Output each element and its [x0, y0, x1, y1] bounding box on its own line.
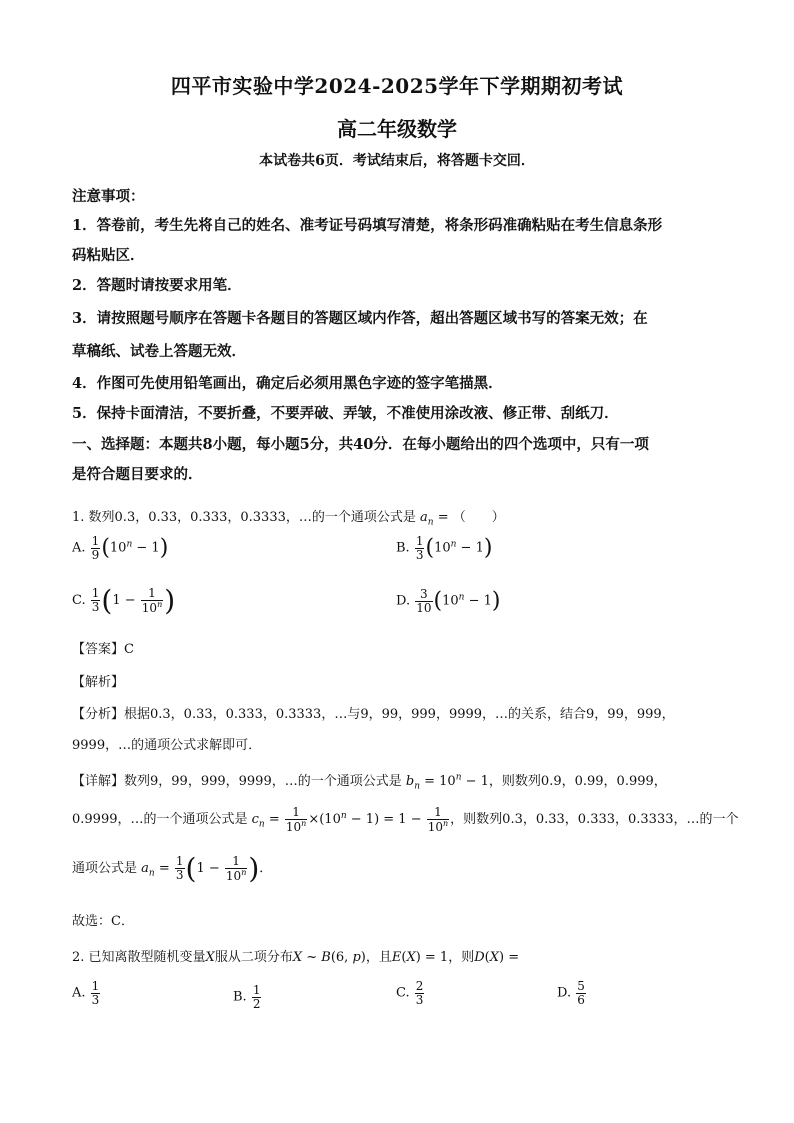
detail-text: 【详解】数列9，99，999，9999，…的一个通项公式是 — [72, 774, 402, 789]
detail-line-1: 【详解】数列9，99，999，9999，…的一个通项公式是 $b_n = 10^n - 1$，则数列0.9，0.99，0.999， — [72, 772, 667, 792]
notice-item: 2．答题时请按要求用笔． — [72, 277, 242, 294]
exam-subtitle: 高二年级数学 — [337, 117, 457, 141]
analysis-text: 9999，…的通项公式求解即可． — [72, 738, 262, 753]
fraction: $\frac{1}{10^n}$ — [285, 805, 307, 834]
detail-line-3: 通项公式是 $a_n$ = $\frac{1}{3}$ (1 − $\frac{1}{10^n}$ )． — [72, 852, 273, 885]
detail-text: 0.9999，…的一个通项公式是 — [72, 812, 248, 828]
detail-text: ，则数列0.9，0.99，0.999， — [488, 774, 667, 789]
q1-option-c: C. $\frac{1}{3}$ (1 − $\frac{1}{10^n}$ ) — [72, 584, 176, 617]
option-label: B. — [396, 540, 410, 556]
detail-text: 通项公式是 — [72, 861, 138, 876]
exam-note: 本试卷共6页．考试结束后，将答题卡交回． — [259, 153, 535, 169]
question-2-text: 服从二项分布 — [214, 950, 293, 965]
fraction: $\frac{1}{3}$ — [91, 979, 100, 1007]
q2-option-c — [396, 980, 425, 1006]
notice-item: 4．作图可先使用铅笔画出，确定后必须用黑色字迹的签字笔描黑． — [72, 375, 503, 392]
fraction: $\frac{1}{3}$ — [91, 586, 100, 614]
detail-line-2: 0.9999，…的一个通项公式是 $c_n$ = $\frac{1}{10^n}$ $\times(10^n - 1) = 1$ − $\frac{1}{10^n}$ ，则数列0.3，0.33，0.333，0.3333，…的一个 — [72, 805, 739, 834]
fraction: $\frac{5}{6}$ — [577, 979, 585, 1007]
fraction: $\frac{1}{10^n}$ — [225, 853, 247, 883]
section-heading: 是符合题目要求的． — [72, 466, 203, 483]
fraction: $\frac{2}{3}$ — [415, 979, 424, 1007]
fraction: $\frac{1}{10^n}$ — [141, 585, 163, 615]
notice-item: 3．请按照题号顺序在答题卡各题目的答题区域内作答，超出答题区域书写的答案无效；在 — [72, 310, 648, 327]
question-1-text: 1. 数列0.3，0.33，0.333，0.3333，…的一个通项公式是 — [72, 510, 416, 525]
notice-item: 草稿纸、试卷上答题无效． — [72, 343, 246, 360]
notice-item: 1．答卷前，考生先将自己的姓名、准考证号码填写清楚，将条形码准确粘贴在考生信息条形 — [72, 217, 663, 234]
fraction: $\frac{1}{2}$ — [252, 983, 261, 1011]
fraction: $\frac{1}{9}$ — [91, 534, 100, 562]
option-label: A. — [72, 985, 86, 1001]
option-label: C. — [396, 985, 410, 1001]
q1-option-b: B. $\frac{1}{3}$ $(10^n - 1)$ — [396, 534, 493, 562]
analysis-text: 【分析】根据0.3，0.33，0.333，0.3333，…与9，99，999，9999，…的关系，结合9，99，999， — [72, 707, 675, 722]
fraction: $\frac{1}{3}$ — [415, 534, 424, 562]
answer-line: 【答案】C — [72, 642, 134, 657]
question-2-text: ，且 — [365, 950, 392, 965]
question-1-stem: 1. 数列0.3，0.33，0.333，0.3333，…的一个通项公式是 $a_n$ = （ ） — [72, 510, 505, 528]
section-heading: 一、选择题：本题共8小题，每小题5分，共40分．在每小题给出的四个选项中，只有一项 — [72, 436, 649, 453]
option-label: A. — [72, 540, 86, 556]
option-label: D. — [396, 593, 411, 609]
choice-line: 故选：C． — [72, 914, 134, 929]
answer-blank: （ ） — [452, 510, 505, 525]
question-2-text: ，则 — [448, 950, 475, 965]
q2-option-d — [557, 980, 587, 1006]
notice-item: 5．保持卡面清洁，不要折叠，不要弄破、弄皱，不准使用涂改液、修正带、刮纸刀． — [72, 405, 619, 422]
q1-option-d: D. $\frac{3}{10}$ $(10^n - 1)$ — [396, 587, 501, 615]
option-label: D. — [557, 985, 572, 1001]
q1-option-a: A. $\frac{1}{9}$ $(10^n - 1)$ — [72, 534, 169, 562]
q2-option-b — [233, 984, 262, 1010]
option-label: C. — [72, 593, 86, 608]
notice-item: 码粘贴区． — [72, 247, 145, 264]
option-label: B. — [233, 989, 247, 1005]
fraction: $\frac{3}{10}$ — [416, 587, 432, 615]
notice-heading: 注意事项： — [72, 188, 145, 205]
question-2-text: 2. 已知离散型随机变量 — [72, 950, 206, 965]
fraction: $\frac{1}{3}$ — [175, 854, 184, 882]
fraction: $\frac{1}{10^n}$ — [427, 805, 449, 834]
question-2-stem: 2. 已知离散型随机变量X服从二项分布X ~ B(6, p)，且E(X) = 1，则D(X) = — [72, 950, 520, 965]
q2-option-a — [72, 980, 101, 1006]
exam-title: 四平市实验中学2024-2025学年下学期期初考试 — [170, 74, 624, 98]
detail-text: ，则数列0.3，0.33，0.333，0.3333，…的一个 — [450, 812, 739, 828]
analysis-heading: 【解析】 — [72, 675, 125, 690]
